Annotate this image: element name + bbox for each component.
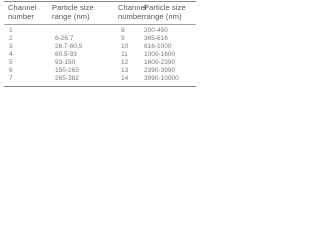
channel-cell: 5 [9, 59, 13, 66]
range-cell: 60.5-93 [55, 51, 78, 58]
table-top-rule [4, 1, 196, 2]
channel-cell: 3 [9, 43, 13, 50]
channel-cell: 14 [121, 75, 129, 82]
range-cell: 616-1000 [144, 43, 172, 50]
range-cell: 265-382 [55, 75, 79, 82]
table-row [0, 51, 201, 59]
channel-cell: 2 [9, 35, 13, 42]
range-cell: 200-450 [144, 27, 168, 34]
header-line: range (nm) [52, 12, 90, 21]
range-cell: 2390-3990 [144, 67, 176, 74]
range-cell: 1600-2390 [144, 59, 176, 66]
channel-cell: 9 [121, 35, 125, 42]
channel-cell: 6 [9, 67, 13, 74]
channel-cell: 8 [121, 27, 125, 34]
channel-cell: 1 [9, 27, 13, 34]
header-line: range (nm) [144, 12, 182, 21]
table-bottom-rule [4, 86, 196, 87]
channel-cell: 13 [121, 67, 129, 74]
header-line: Particle size [52, 3, 94, 12]
range-cell: 26.7-60.5 [55, 43, 83, 50]
header-line: number [8, 12, 35, 21]
range-cell: 1000-1600 [144, 51, 176, 58]
table-header-rule [4, 24, 196, 25]
range-cell: 93-150 [55, 59, 76, 66]
channel-cell: 10 [121, 43, 129, 50]
table-row [0, 59, 201, 67]
channel-cell: 12 [121, 59, 129, 66]
table-row [0, 27, 201, 35]
header-particle-size-left [52, 3, 112, 21]
range-cell: 365-616 [144, 35, 168, 42]
header-particle-size-right [144, 3, 200, 21]
particle-size-table [0, 0, 201, 88]
range-cell: 3990-10000 [144, 75, 179, 82]
header-line: number [118, 12, 145, 21]
header-channel-number-left [8, 3, 48, 21]
table-row [0, 35, 201, 43]
channel-cell: 4 [9, 51, 13, 58]
range-cell: 150-265 [55, 67, 79, 74]
header-line: Channel [118, 3, 147, 12]
channel-cell: 7 [9, 75, 13, 82]
table-row [0, 67, 201, 75]
range-cell: 6-26.7 [55, 35, 74, 42]
header-line: Channel [8, 3, 37, 12]
table-row [0, 43, 201, 51]
table-row [0, 75, 201, 83]
header-line: Particle size [144, 3, 186, 12]
channel-cell: 11 [121, 51, 128, 58]
